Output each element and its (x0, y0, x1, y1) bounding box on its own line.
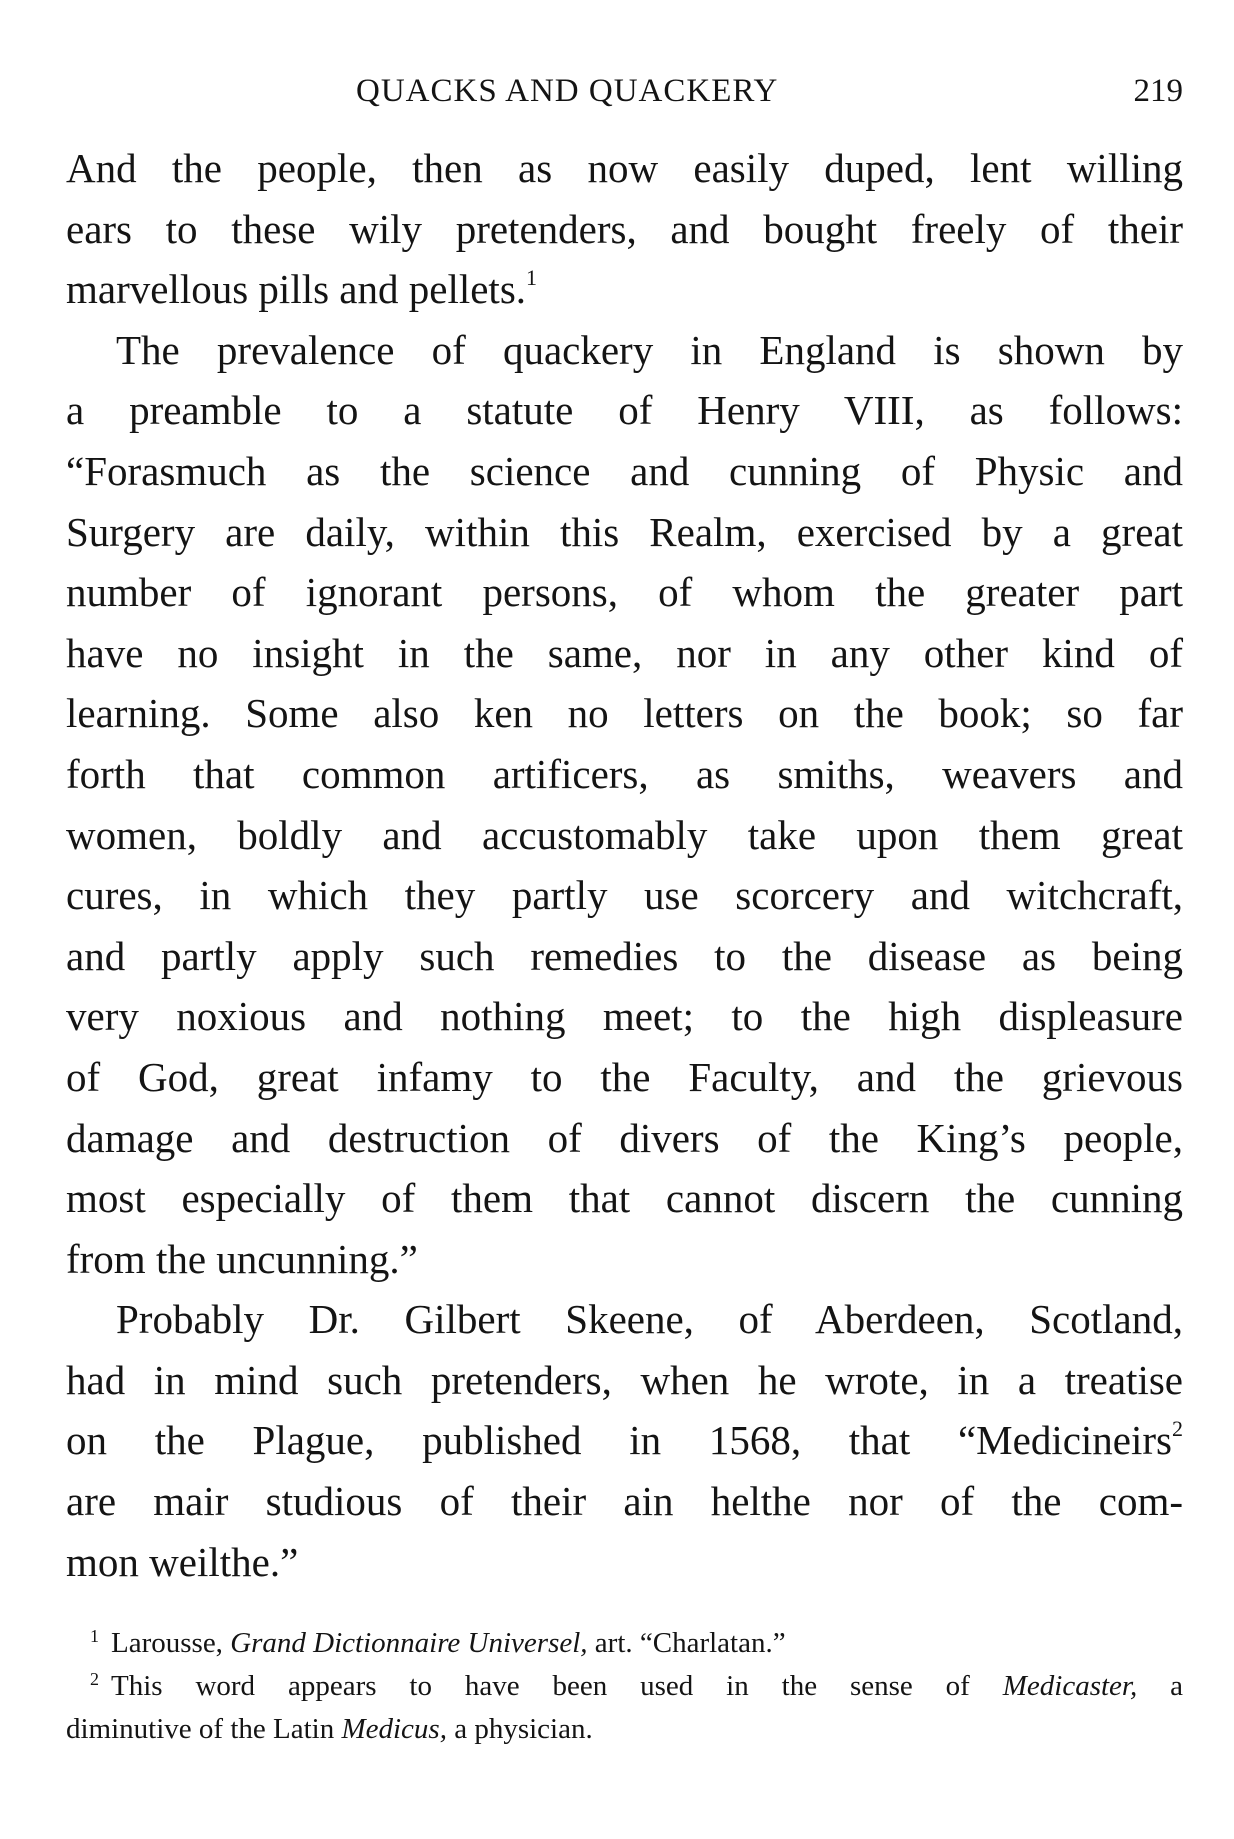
text-line-content: marvellous pills and pellets. (66, 266, 527, 313)
text-line: from the uncunning.” (66, 1235, 418, 1282)
text-line: damage and destruction of divers of the King’s people, (66, 1114, 1183, 1161)
footnote-2-text: This word appears to have been used in the sense of (111, 1670, 970, 1702)
footnote-2-line-1 (66, 1665, 1183, 1708)
text-line: have no insight in the same, nor in any other kind of (66, 629, 1183, 676)
footnote-2-term: Medicus, (341, 1713, 447, 1745)
footnote-2-term: Medicaster, (1002, 1670, 1138, 1702)
running-head (66, 66, 1183, 116)
text-line: And the people, then as now easily duped, lent willing (66, 145, 1183, 191)
text-line: had in mind such pretenders, when he wrote, in a treatise (66, 1356, 1183, 1403)
text-line-content: on the Plague, published in 1568, that “Medicineirs (66, 1417, 1172, 1464)
text-line: learning. Some also ken no letters on the book; so far (66, 690, 1183, 737)
footnote-ref-2: 2 (1172, 1416, 1183, 1442)
text-line: are mair studious of their ain helthe nor of the com- (66, 1478, 1183, 1525)
body-text (66, 138, 1183, 1592)
text-line: mon weilthe.” (66, 1538, 299, 1585)
footnote-2-text: a (1170, 1670, 1184, 1702)
text-line: forth that common artificers, as smiths, weavers and (66, 750, 1183, 797)
page-number: 219 (1133, 73, 1183, 109)
text-line: The prevalence of quackery in England is shown by (116, 326, 1183, 373)
text-line: and partly apply such remedies to the disease as being (66, 932, 1183, 979)
footnote-1-author: Larousse, (111, 1627, 223, 1659)
footnote-1-work: Grand Dictionnaire Universel, (230, 1627, 588, 1659)
text-line: most especially of them that cannot discern the cunning (66, 1175, 1183, 1222)
text-line: number of ignorant persons, of whom the greater part (66, 569, 1183, 616)
footnotes (66, 1622, 1183, 1751)
running-title: QUACKS AND QUACKERY (356, 73, 779, 109)
footnote-2-marker: 2 (90, 1669, 99, 1689)
footnote-2-text: diminutive of the Latin (66, 1713, 335, 1745)
text-line: very noxious and nothing meet; to the high displeasure (66, 993, 1183, 1040)
text-line: ears to these wily pretenders, and bought freely of their (66, 205, 1183, 252)
footnote-1-rest: art. “Charlatan.” (594, 1627, 786, 1659)
footnote-1-marker: 1 (90, 1626, 99, 1646)
text-line: Surgery are daily, within this Realm, exercised by a great (66, 508, 1183, 555)
footnote-2-text: a physician. (454, 1713, 593, 1745)
text-line: of God, great infamy to the Faculty, and the grievous (66, 1053, 1183, 1100)
text-line (66, 1410, 1183, 1471)
text-line: Probably Dr. Gilbert Skeene, of Aberdeen, Scotland, (116, 1296, 1183, 1343)
text-line: women, boldly and accustomably take upon them great (66, 811, 1183, 858)
footnote-ref-1: 1 (526, 265, 538, 291)
text-line: cures, in which they partly use scorcery and witchcraft, (66, 872, 1183, 919)
text-line: “Forasmuch as the science and cunning of Physic and (66, 447, 1183, 494)
text-line: a preamble to a statute of Henry VIII, as follows: (66, 387, 1183, 434)
text-line (66, 259, 1183, 320)
footnote-1 (66, 1622, 1183, 1665)
footnote-2-line-2 (66, 1708, 1183, 1751)
